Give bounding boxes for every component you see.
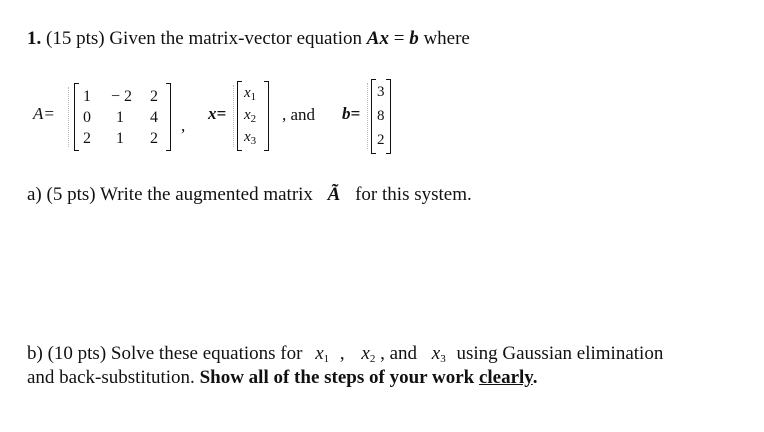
vector-x-right-bracket [264,81,269,151]
part-b-and: , and [380,343,418,364]
vector-x-entry: $x_2$ [244,107,257,125]
matrix-a-cell: 4 [150,109,158,126]
matrix-a-cell: 1 [116,109,124,126]
part-b-line-1 [27,343,663,365]
vector-x-entry: $x_1$ [244,85,257,103]
part-a-text: Write the augmented matrix [100,184,313,205]
problem-number: 1. [27,28,42,49]
equation-lhs: Ax [366,28,389,49]
vector-b-label: b= [342,104,361,123]
matrix-a-guide [68,87,69,147]
variable-x2: x2 [361,343,376,365]
vector-b-left-bracket [371,79,376,154]
part-b-label: b) [27,343,43,364]
vector-x-left-bracket [237,81,242,151]
variable-x3: x3 [431,343,446,365]
part-b-text: Solve these equations for [110,343,303,364]
matrix-a-cell: 2 [83,130,91,147]
part-b-text-end: using Gaussian elimination [456,343,664,364]
vector-b [371,79,391,154]
equation-rhs: b [409,28,419,49]
part-b-points: (10 pts) [47,343,107,364]
part-b-comma: , [339,343,345,364]
vector-b-entry: 8 [377,108,385,124]
matrix-a [74,83,171,151]
part-b-bold-instruction: Show all of the steps of your work [199,367,475,388]
vector-x [237,81,269,151]
equation-equals: = [393,28,405,49]
part-b-line-2 [27,367,538,389]
matrix-a-cell: 1 [83,88,91,105]
vector-b-guide [367,83,368,149]
matrix-a-label: A= [33,104,55,123]
part-a-text-end: for this system. [355,184,472,205]
problem-header [27,28,470,50]
matrix-a-cell: − 2 [110,88,132,105]
matrix-a-row-1 [74,86,171,107]
matrix-a-cell: 0 [83,109,91,126]
vector-b-entry: 2 [377,132,385,148]
matrix-a-row-2 [74,107,171,128]
part-b-line2-text: and back-substitution. [27,367,195,388]
matrix-a-row-3 [74,128,171,149]
matrix-a-cell: 2 [150,130,158,147]
vector-b-entry: 3 [377,84,385,100]
vector-x-label: x= [208,104,227,123]
vector-x-guide [233,85,234,147]
problem-intro: Given the matrix-vector equation [109,28,363,49]
part-a [27,184,472,206]
matrix-a-cell: 2 [150,88,158,105]
part-b-period: . [532,367,538,388]
variable-x1: x1 [315,343,330,365]
and-text: , and [282,105,316,124]
matrix-a-cell: 1 [116,130,124,147]
where-word: where [423,28,470,49]
vector-x-entry: $x_3$ [244,129,257,147]
vector-b-right-bracket [386,79,391,154]
augmented-matrix-symbol: Ã [327,184,341,205]
comma-after-a: , [181,116,186,135]
part-a-points: (5 pts) [46,184,96,205]
part-a-label: a) [27,184,42,205]
part-b-clearly: clearly [478,367,533,388]
problem-points: (15 pts) [46,28,105,49]
